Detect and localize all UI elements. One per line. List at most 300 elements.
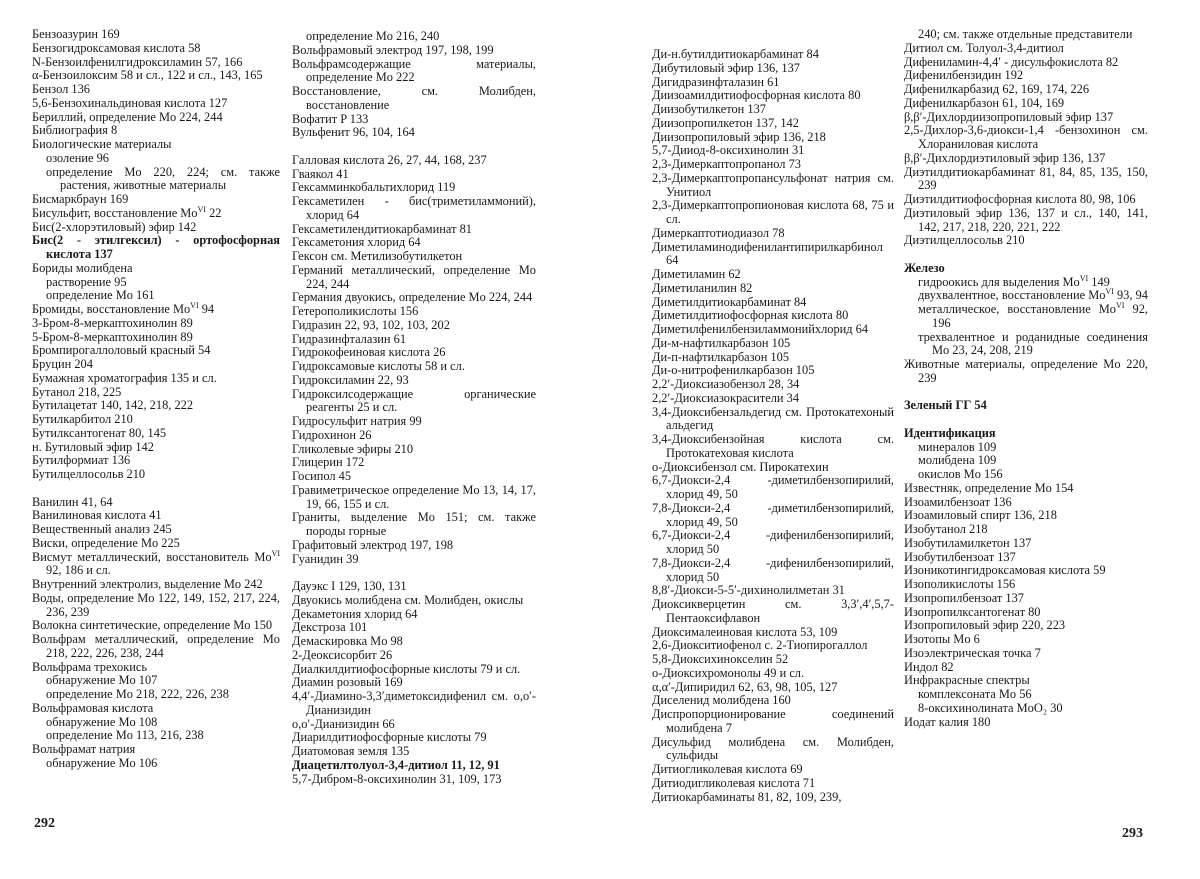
index-entry (904, 523, 1148, 537)
entry-text: Зеленый ГГ 54 (904, 398, 987, 413)
entry-gap (904, 386, 1148, 400)
entry-text: двухвалентное, восстановление Mo (918, 288, 1106, 303)
index-entry (904, 207, 1148, 235)
entry-text: 2-Деоксисорбит 26 (292, 647, 393, 662)
entry-text: Изоникотингидроксамовая кислота 59 (904, 563, 1106, 578)
entry-superscript: VI (197, 204, 206, 214)
entry-text: 2,3-Димеркаптопропанол 73 (652, 157, 801, 171)
index-entry (904, 42, 1148, 56)
entry-text: Гексон см. Метилизобутилкетон (292, 249, 463, 263)
index-entry (652, 309, 894, 323)
entry-text: Вофатит P 133 (292, 111, 369, 126)
index-entry (652, 378, 894, 392)
entry-text: Дитиогликолевая кислота 69 (652, 762, 803, 776)
index-entry (904, 234, 1148, 248)
entry-text: Ди-м-нафтилкарбазон 105 (652, 335, 791, 350)
page-number-right: 293 (1122, 826, 1143, 841)
index-entry (32, 399, 280, 413)
index-entry (652, 323, 894, 337)
index-entry (652, 736, 894, 764)
index-entry (292, 470, 536, 484)
entry-text: 5,7-Дибром-8-оксихинолин 31, 109, 173 (292, 771, 502, 786)
entry-text: 8-оксихинолината MoO₂ 30 (918, 700, 1063, 715)
index-entry (652, 598, 894, 626)
entry-text: Бутилксантогенат 80, 145 (32, 425, 167, 440)
index-entry (652, 282, 894, 296)
entry-text: Ванилин 41, 64 (32, 494, 113, 509)
index-entry (904, 564, 1148, 578)
index-entry (292, 511, 536, 539)
index-entry (292, 58, 536, 86)
entry-text: Диэтилцеллосольв 210 (904, 233, 1025, 248)
entry-text: Бутилцеллосольв 210 (32, 467, 146, 481)
index-entry (292, 580, 536, 594)
entry-text: Бромиды, восстановление Mo (32, 302, 191, 316)
entry-gap (292, 566, 536, 580)
entry-text: 7,8-Диокси-2,4 -дифенилбензопирилий, хлорид 50 (652, 555, 894, 584)
entry-text: озоление 96 (46, 150, 109, 165)
index-entry (652, 474, 894, 502)
index-entry (652, 639, 894, 653)
index-entry (32, 317, 280, 331)
index-entry (652, 268, 894, 282)
index-entry (652, 89, 894, 103)
index-entry (292, 319, 536, 333)
entry-text: 5,6-Бензохинальдиновая кислота 127 (32, 95, 228, 110)
index-entry (652, 103, 894, 117)
entry-text: Диметилфенилбензиламмонийхлорид 64 (652, 322, 869, 336)
index-entry (32, 578, 280, 592)
entry-text: Ванилиновая кислота 41 (32, 508, 162, 523)
index-entry (32, 262, 280, 276)
entry-text: Бисульфит, восстановление Mo (32, 205, 198, 220)
entry-text: Восстановление, см. Молибден, восстановление (292, 84, 536, 112)
entry-text: Диметиламин 62 (652, 267, 741, 281)
index-entry (904, 358, 1148, 386)
index-subentry (904, 28, 1148, 42)
index-entry (292, 759, 536, 773)
index-entry (292, 773, 536, 787)
entry-text: Гуанидин 39 (292, 551, 359, 566)
index-entry (904, 124, 1148, 152)
index-entry (904, 647, 1148, 661)
entry-text: Гексаметилендитиокарбаминат 81 (292, 221, 472, 236)
index-entry (32, 441, 280, 455)
entry-text: гидроокись для выделения Mo (918, 274, 1080, 289)
index-entry (32, 28, 280, 42)
entry-text: Двуокись молибдена см. Молибден, окислы (292, 592, 524, 607)
index-entry (32, 661, 280, 675)
index-entry (904, 537, 1148, 551)
index-entry (292, 168, 536, 182)
index-entry (292, 195, 536, 223)
index-entry (652, 62, 894, 76)
entry-text: Вольфрамат натрия (32, 742, 136, 756)
entry-text: Изобутиламилкетон 137 (904, 535, 1032, 550)
index-entry (652, 144, 894, 158)
entry-text: Гидразин 22, 93, 102, 103, 202 (292, 317, 450, 332)
entry-text: обнаружение Mo 107 (46, 673, 158, 688)
index-entry (292, 539, 536, 553)
index-subentry (32, 757, 280, 771)
index-entry (904, 661, 1148, 675)
index-entry (292, 663, 536, 677)
entry-text: Диспропорционирование соединений молибдена 7 (652, 707, 894, 735)
entry-text: Бутилкарбитол 210 (32, 412, 133, 426)
entry-text: Германия двуокись, определение Mo 224, 244 (292, 290, 533, 305)
entry-text: Внутренний электролиз, выделение Mo 242 (32, 577, 263, 591)
entry-text: Известняк, определение Mo 154 (904, 480, 1074, 495)
entry-text: Изоамиловый спирт 136, 218 (904, 508, 1057, 523)
index-subentry (904, 331, 1148, 359)
index-entry (292, 415, 536, 429)
entry-text: 5-Бром-8-меркаптохинолин 89 (32, 329, 193, 344)
index-entry (292, 223, 536, 237)
entry-text: Гидроксиламин 22, 93 (292, 372, 409, 387)
entry-text: Бромпирогаллоловый красный 54 (32, 343, 211, 358)
index-entry (292, 360, 536, 374)
entry-text: 3,4-Диоксибензальдегид см. Протокатехоный альдегид (652, 404, 894, 433)
index-subentry (904, 441, 1148, 455)
index-entry (292, 484, 536, 512)
entry-text: обнаружение Mo 106 (46, 755, 158, 770)
index-column-4 (904, 28, 1148, 729)
entry-text: Бензогидроксамовая кислота 58 (32, 40, 201, 55)
entry-text: Дитиол см. Толуол-3,4-дитиол (904, 40, 1064, 55)
entry-pages: 149 (1088, 274, 1110, 289)
index-entry (292, 250, 536, 264)
entry-text: минералов 109 (918, 439, 997, 454)
entry-text: Диацетилтолуол-3,4-дитиол 11, 12, 91 (292, 757, 500, 772)
entry-text: Дифенилкарбазид 62, 169, 174, 226 (904, 82, 1090, 96)
entry-text: Бис(2 - этилгексил) - ортофосфорная кислота 137 (32, 233, 280, 261)
entry-text: окислов Mo 156 (918, 467, 1003, 481)
index-entry (652, 653, 894, 667)
entry-text: молибдена 109 (918, 453, 997, 468)
index-entry (32, 743, 280, 757)
entry-text: Диметиланилин 82 (652, 280, 753, 295)
index-entry (904, 83, 1148, 97)
entry-text: Вольфрамсодержащие материалы, определение Mo 222 (292, 56, 536, 85)
index-entry (32, 69, 280, 83)
entry-text: 2,5-Дихлор-3,6-диокси-1,4 -бензохинон см. Хлораниловая кислота (904, 123, 1148, 151)
index-entry (652, 392, 894, 406)
entry-text: Вольфрама трехокись (32, 659, 148, 674)
entry-text: Бисмаркбраун 169 (32, 192, 129, 206)
entry-text: трехвалентное и роданидные соединения Mo 23, 24, 208, 219 (918, 329, 1148, 358)
index-entry (652, 557, 894, 585)
index-entry (32, 344, 280, 358)
entry-text: Вольфрам металлический, определение Mo 218, 222, 226, 238, 244 (32, 632, 280, 660)
index-entry (292, 85, 536, 113)
index-entry (292, 621, 536, 635)
entry-pages: 92, 196 (932, 302, 1148, 330)
index-entry (904, 193, 1148, 207)
entry-text: Германий металлический, определение Mo 224, 244 (292, 262, 536, 291)
index-subentry (904, 468, 1148, 482)
index-entry (292, 333, 536, 347)
index-entry (652, 351, 894, 365)
index-entry (904, 592, 1148, 606)
index-entry (292, 690, 536, 718)
entry-text: Дисульфид молибдена см. Молибден, сульфиды (652, 734, 894, 763)
index-entry (32, 358, 280, 372)
index-subentry (32, 674, 280, 688)
entry-text: Бензоазурин 169 (32, 27, 120, 41)
index-entry (32, 204, 280, 221)
index-entry (292, 291, 536, 305)
entry-text: Диизопропиловый эфир 136, 218 (652, 129, 826, 144)
index-subentry (32, 688, 280, 702)
index-entry (904, 578, 1148, 592)
index-entry (292, 731, 536, 745)
entry-text: Волокна синтетические, определение Mo 150 (32, 618, 273, 633)
index-entry (32, 372, 280, 386)
index-entry (904, 56, 1148, 70)
entry-text: 2,6-Диокситиофенол с. 2-Тиопирогаллол (652, 638, 868, 653)
entry-text: Диизопропилкетон 137, 142 (652, 115, 799, 130)
entry-text: 2,2′-Диоксиазокрасители 34 (652, 390, 800, 405)
entry-text: Дифенилкарбазон 61, 104, 169 (904, 95, 1065, 110)
entry-text: Декстроза 101 (292, 620, 368, 635)
index-entry (652, 708, 894, 736)
index-entry (652, 529, 894, 557)
index-entry (904, 716, 1148, 730)
entry-text: Гидроксилсодержащие органические реагенты 25 и сл. (292, 386, 536, 415)
index-entry (652, 791, 894, 805)
entry-text: о,о′-Дианизидин 66 (292, 716, 395, 731)
index-entry (32, 592, 280, 620)
entry-text: Димеркаптотиодиазол 78 (652, 225, 785, 240)
index-entry (32, 234, 280, 262)
index-entry (32, 331, 280, 345)
entry-text: 6,7-Диокси-2,4 -дифенилбензопирилий, хлорид 50 (652, 528, 894, 556)
entry-text: Демаскировка Mo 98 (292, 634, 403, 648)
entry-text: Диамин розовый 169 (292, 675, 403, 690)
entry-text: Гидросульфит натрия 99 (292, 414, 422, 428)
entry-text: Индол 82 (904, 659, 954, 674)
entry-text: Идентификация (904, 425, 996, 440)
entry-text: Граниты, выделение Mo 151; см. также породы горные (292, 510, 536, 538)
index-subentry (904, 702, 1148, 716)
entry-text: определение Mo 220, 224; см. также растения, животные материалы (46, 164, 280, 193)
index-entry (32, 111, 280, 125)
entry-text: Диоксималеиновая кислота 53, 109 (652, 624, 838, 639)
entry-text: Ди-н.бутилдитиокарбаминат 84 (652, 47, 819, 61)
entry-text: Гравиметрическое определение Mo 13, 14, 17, 19, 66, 155 и сл. (292, 482, 536, 511)
entry-text: Диоксикверцетин см. 3,3′,4′,5,7-Пентаоксифлавон (652, 597, 894, 625)
index-entry (652, 763, 894, 777)
index-entry (652, 172, 894, 200)
entry-text: Гваякол 41 (292, 166, 349, 181)
index-entry (652, 681, 894, 695)
index-entry (292, 264, 536, 292)
index-entry (32, 633, 280, 661)
index-entry (292, 553, 536, 567)
index-column-1 (32, 28, 280, 771)
index-entry (292, 44, 536, 58)
entry-text: Дитиодигликолевая кислота 71 (652, 775, 816, 790)
index-entry (652, 76, 894, 90)
entry-text: 8,8′-Диокси-5-5′-дихинолилметан 31 (652, 583, 845, 598)
entry-text: β,β′-Дихлордиизопропиловый эфир 137 (904, 109, 1114, 124)
index-entry (652, 694, 894, 708)
entry-text: 2,3-Димеркаптопропионовая кислота 68, 75 и сл. (652, 198, 894, 226)
index-entry (904, 606, 1148, 620)
index-entry (904, 111, 1148, 125)
index-subentry (904, 289, 1148, 303)
index-subentry (32, 152, 280, 166)
index-entry (904, 399, 1148, 413)
index-subentry (32, 729, 280, 743)
entry-text: Гидрохинон 26 (292, 427, 372, 442)
index-entry (32, 496, 280, 510)
index-entry (32, 454, 280, 468)
entry-text: Виски, определение Mo 225 (32, 535, 180, 550)
index-entry (292, 745, 536, 759)
entry-text: о-Диоксихромонолы 49 и сл. (652, 665, 805, 680)
entry-superscript: VI (1079, 273, 1089, 283)
index-entry (292, 635, 536, 649)
index-entry (652, 584, 894, 598)
entry-text: Иодат калия 180 (904, 714, 991, 729)
index-entry (32, 523, 280, 537)
entry-gap (904, 248, 1148, 262)
entry-text: Вольфрамовый электрод 197, 198, 199 (292, 42, 494, 57)
entry-text: Дитиокарбаминаты 81, 82, 109, 239, (652, 789, 842, 804)
entry-text: Бис(2-хлорэтиловый) эфир 142 (32, 219, 197, 234)
index-entry (904, 97, 1148, 111)
entry-text: Висмут металлический, восстановитель Mo (32, 549, 272, 564)
index-subentry (292, 30, 536, 44)
index-entry (292, 154, 536, 168)
index-entry (292, 305, 536, 319)
index-entry (292, 113, 536, 127)
entry-text: обнаружение Mo 108 (46, 714, 158, 729)
index-entry (32, 56, 280, 70)
index-entry (32, 124, 280, 138)
entry-text: Гексамминкобальтихлорид 119 (292, 180, 456, 195)
entry-text: Гидроксамовые кислоты 58 и сл. (292, 359, 465, 373)
index-entry (904, 551, 1148, 565)
entry-pages: 22 (205, 205, 222, 220)
index-column-3 (652, 48, 894, 804)
index-entry (652, 337, 894, 351)
index-entry (904, 674, 1148, 688)
index-subentry (32, 166, 280, 194)
index-entry (292, 443, 536, 457)
index-entry (32, 193, 280, 207)
entry-text: Дибутиловый эфир 136, 137 (652, 60, 801, 75)
entry-text: Изополикислоты 156 (904, 577, 1016, 591)
index-entry (292, 718, 536, 732)
index-entry (652, 227, 894, 241)
index-subentry (32, 276, 280, 290)
index-entry (652, 296, 894, 310)
entry-text: Галловая кислота 26, 27, 44, 168, 237 (292, 152, 487, 167)
entry-text: Диметилдитиокарбаминат 84 (652, 294, 807, 309)
entry-text: Изоэлектрическая точка 7 (904, 645, 1041, 660)
index-subentry (904, 454, 1148, 468)
entry-text: Железо (904, 260, 945, 275)
index-entry (292, 676, 536, 690)
entry-text: 3-Бром-8-меркаптохинолин 89 (32, 315, 193, 330)
index-entry (652, 777, 894, 791)
index-entry (652, 117, 894, 131)
entry-text: Глицерин 172 (292, 455, 365, 470)
entry-text: Бутилацетат 140, 142, 218, 222 (32, 398, 194, 413)
index-entry (652, 131, 894, 145)
entry-text: Диалкилдитиофосфорные кислоты 79 и сл. (292, 661, 521, 676)
index-entry (652, 626, 894, 640)
entry-text: Дифениламин-4,4′ - дисульфокислота 82 (904, 54, 1119, 69)
entry-text: α,α′-Дипиридил 62, 63, 98, 105, 127 (652, 679, 838, 694)
entry-text: Бутилформиат 136 (32, 453, 131, 468)
index-entry (652, 461, 894, 475)
entry-gap (904, 413, 1148, 427)
entry-text: определение Mo 113, 216, 238 (46, 728, 204, 743)
index-entry (652, 48, 894, 62)
entry-text: Диэтилдитиокарбаминат 81, 84, 85, 135, 150, 239 (904, 164, 1148, 193)
entry-text: α-Бензоилоксим 58 и сл., 122 и сл., 143, 165 (32, 68, 263, 83)
entry-text: Гетерополикислоты 156 (292, 304, 419, 318)
entry-text: Животные материалы, определение Mo 220, 239 (904, 357, 1148, 385)
entry-text: Изоамилбензоат 136 (904, 494, 1012, 509)
index-entry (32, 42, 280, 56)
entry-text: Гидразинфталазин 61 (292, 331, 407, 346)
entry-text: Изобутанол 218 (904, 522, 988, 536)
entry-gap (292, 140, 536, 154)
index-subentry (32, 289, 280, 303)
entry-text: Ди-о-нитрофенилкарбазон 105 (652, 363, 815, 378)
entry-text: определение Mo 216, 240 (306, 29, 440, 43)
index-entry (32, 138, 280, 152)
index-entry (904, 166, 1148, 194)
index-entry (32, 702, 280, 716)
entry-text: Дауэкс I 129, 130, 131 (292, 579, 407, 593)
entry-text: Биологические материалы (32, 137, 172, 151)
entry-text: комплексоната Mo 56 (918, 687, 1032, 701)
index-entry (652, 406, 894, 434)
index-entry (904, 69, 1148, 83)
entry-text: Воды, определение Mo 122, 149, 152, 217, 224, 236, 239 (32, 590, 280, 619)
index-subentry (32, 716, 280, 730)
entry-text: Бумажная хроматография 135 и сл. (32, 370, 217, 385)
entry-pages: 94 (198, 302, 215, 316)
index-entry (652, 364, 894, 378)
index-entry (32, 537, 280, 551)
entry-text: 2,3-Димеркаптопропансульфонат натрия см. Унитиол (652, 170, 894, 199)
index-entry (904, 262, 1148, 276)
entry-text: Бутанол 218, 225 (32, 384, 122, 399)
entry-text: Диселенид молибдена 160 (652, 693, 791, 708)
index-entry (904, 496, 1148, 510)
entry-text: растворение 95 (46, 274, 127, 289)
index-entry (652, 502, 894, 530)
index-entry (32, 386, 280, 400)
index-entry (292, 346, 536, 360)
index-subentry (904, 303, 1148, 331)
index-column-2 (292, 30, 536, 786)
index-entry (32, 468, 280, 482)
entry-text: Вещественный анализ 245 (32, 522, 172, 536)
entry-text: Вульфенит 96, 104, 164 (292, 125, 415, 140)
entry-text: Декаметония хлорид 64 (292, 606, 418, 621)
entry-text: Вольфрамовая кислота (32, 700, 154, 715)
entry-text: Графитовый электрод 197, 198 (292, 537, 454, 552)
index-entry (904, 619, 1148, 633)
entry-text: Госипол 45 (292, 469, 352, 483)
